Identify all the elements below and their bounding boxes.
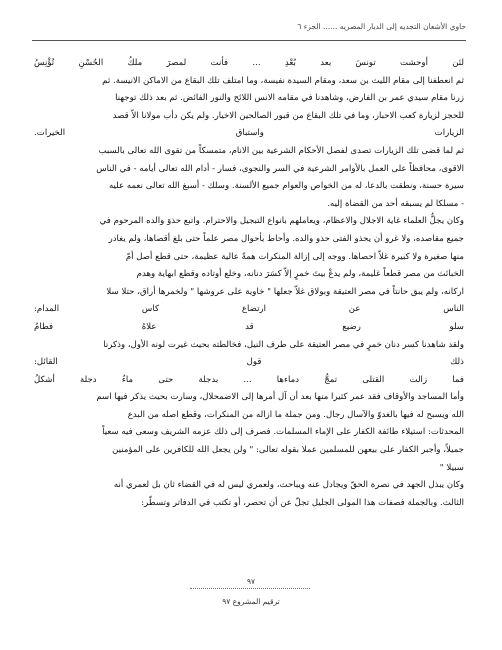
running-header: حاوي الأشعان التجديه إلى الديار المصريه ...... الجزء ٦ xyxy=(297,22,466,31)
body-text-line: ولقد شاهدنا كسر دنان خمرٍ في مصر العتيقة على طرف النيل، فخالطته بحيث غيرت لونه الأول، وذكرنا xyxy=(103,339,464,350)
body-text-line: الثالث. وبالجملة فصفات هذا المولى الجليل تجلّ عن أن تحصر، أو تكتب في الدفاتر وتسطّر: xyxy=(141,497,464,508)
body-text-line: الزيارات واستباق الخيرات. xyxy=(34,128,464,139)
body-text-line: وأما المساجد والأوقاف فقد عمر كثيرا منها بعد أن آل أمرها إلى الاضمحلال، وسارت بحيث يذكر فيها اسم xyxy=(96,392,464,403)
project-page-label: ترقيم المشروع ٩٧ xyxy=(222,597,280,606)
body-text-line: - مسلكا لم يسبقه أحد من القضاة إليه. xyxy=(327,198,464,209)
body-text-line: وكان يبذل الجهد في نصرة الحقّ ويجادل عنه ويباحث، ولعمري ليس له في القضاء ثان بل لعمري أنه xyxy=(113,480,464,491)
body-text-line: للحجز لزيارة كعب الاحبار، وما في تلك البقاع من قبور الصالحين الاخيار. ولم يكن دأب مولانا الاّ قصد xyxy=(112,110,464,121)
verse-line: سلو رضيع قد علاهُ فطامُ xyxy=(34,321,464,332)
body-text-line: سيرة حسنة، ونطقت بالدعا، له من الخواص والعوام جميع الألسنة. وسلك - أسبغ الله تعالى نعمه عليه xyxy=(108,181,464,192)
body-text-line: الاقوى، محافظاً على العمل بالأوامر الشرعية في السر والنجوى، فسار - أدام الله تعالى أيامه - في الناس xyxy=(96,163,464,174)
body-text-line: زرنا مقام سيدي عمر بن الفارض، وشاهدنا في مقامه الانس اللائح والنور الفائض. ثم بعد ذلك توجهنا xyxy=(115,93,464,104)
body-text-line: ثم لما قضى تلك الزيارات تصدى لفصل الأحكام الشرعية بين الانام، متمسكاً من تقوى الله تعالى بالسبب xyxy=(98,145,464,156)
page-number: ٩٧ xyxy=(246,577,256,586)
body-text-line: سبيلا " xyxy=(439,462,464,473)
header-divider xyxy=(32,40,466,41)
page-body xyxy=(34,55,464,512)
body-text-line: الخبائث من مصر قطعاً غليمة، ولم يدعْ بيتَ خمرٍ إلاّ كسَرَ دنانه، وخلع أوتاده وقطع ابهاية وهدم xyxy=(136,269,464,280)
body-text-line: المحدثات: استيلاء طائفة الكفار على الإماء المسلمات. فصرف إلى ذلك عزمه الشريف وسعى فيه سعياً xyxy=(102,427,464,438)
body-text-line: جميلاً، وأجبر الكفار على بيعهن للمسلمين عملا بقوله تعالى: " ولن يجعل الله للكافرين على المؤمنين xyxy=(112,445,464,456)
body-text-line: منها صغيرة ولا كبيرة غلاّ احصاها. ووجه إلى إزالة المنكرات همةً عالية عظيمة، حتى قطع أصل أمّ xyxy=(125,251,464,262)
body-text-line: ثم انعطفنا إلى مقام الليث بن سعد، ومقام السيدة نفيسة، وما امتلف تلك البقاع من الاماكن الانيسة. ثم xyxy=(102,75,464,86)
verse-line: فما زالت القتلى تمجُّ دماءها ... بدجلة حتى ماءُ دجلة أشكلُ xyxy=(34,374,464,385)
body-text-line: اركانه، ولم يبق حانتاً في مصر العتيقة وبولاق غلاّ جعلها " خاوية على عروشها " ولخمرها أراق، حتلا سلا xyxy=(106,286,464,297)
body-text-line: جميع مقاصده، ولا غرو أن يحذو الفتى حذو والده. وأحاط بأحوال مصر علماً حتى بلغ أقصاها، ولم يغادر xyxy=(108,233,464,244)
body-text-line: الناس عن ارتضاع كاس المدام: xyxy=(34,304,464,315)
footer-divider xyxy=(190,588,310,589)
body-text-line: الله ويسبح له فيها بالغدوّ والآسال رجال. ومن جملة ما ازاله من المنكرات، وقطع اصله من البدع xyxy=(127,409,464,420)
body-text-line: ذلك قول القائل: xyxy=(34,357,464,368)
verse-line: لئن أوحشت تونسَ بعد بُعْدِ ... فأنت لمصرَ ملكُ الحُسْنِ تُؤْنِسُ xyxy=(34,58,464,68)
body-text-line: وكان يجلُّ العلماء غاية الاجلال والاعظام، ويعاملهم بانواع التبجيل والاحترام. واتبع حذوَ والده المرحوم في xyxy=(99,216,464,227)
